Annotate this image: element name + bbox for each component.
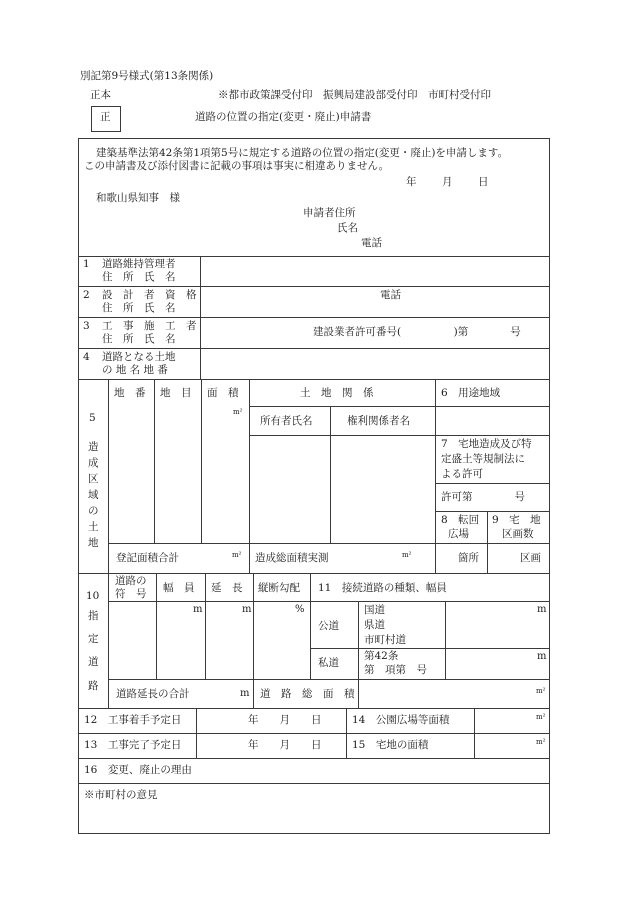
lots-unit: 区画 <box>520 552 541 564</box>
col-menseki: 面 積 <box>207 387 239 399</box>
declaration-line1: 建築基準法第42条第1項第5号に規定する道路の位置の指定(変更・廃止)を申請します。 <box>96 147 509 159</box>
row3-num: 3 <box>83 320 90 332</box>
public-type-2: 県道 <box>364 619 385 631</box>
section5-num: 5 <box>89 412 96 424</box>
public-type-3: 市町村道 <box>364 634 406 646</box>
row1-line2: 住 所 氏 名 <box>102 271 176 283</box>
length-header: 延 長 <box>211 582 243 594</box>
section10-label-3: 道 <box>88 656 99 668</box>
road-no-line2: 符 号 <box>115 588 147 600</box>
total-area-unit: m² <box>536 687 546 695</box>
surveyed-total-unit: m² <box>402 551 412 559</box>
area-unit: m² <box>233 408 243 416</box>
row12-date: 年 月 日 <box>248 714 322 726</box>
declaration-line2: この申請書及び添付図書に記載の事項は事実に相違ありません。 <box>84 160 390 172</box>
row3-license: 建設業者許可番号( )第 号 <box>313 326 521 338</box>
gradient-unit: % <box>295 604 305 615</box>
private-road-label: 私道 <box>318 657 339 669</box>
date-year: 年 <box>406 176 417 188</box>
public-type-1: 国道 <box>364 604 385 616</box>
private-width-unit: m <box>537 651 547 662</box>
width-header: 幅 員 <box>163 582 195 594</box>
total-length-label: 道路延長の合計 <box>116 688 190 700</box>
gradient-header: 縦断勾配 <box>258 582 300 594</box>
zoning-label: 6 用途地域 <box>441 387 501 399</box>
date-month: 月 <box>442 176 453 188</box>
municipal-opinion-label: ※市町村の意見 <box>84 789 158 801</box>
surveyed-total: 造成総面積実測 <box>255 552 329 564</box>
length-unit: m <box>242 604 252 615</box>
applicant-address-label: 申請者住所 <box>303 207 356 219</box>
row2-line2: 住 所 氏 名 <box>102 302 176 314</box>
public-width-unit: m <box>537 604 547 615</box>
row1-num: 1 <box>83 258 90 270</box>
total-length-unit: m <box>240 688 250 699</box>
total-area-label: 道 路 総 面 積 <box>260 688 355 700</box>
date-day: 日 <box>478 176 489 188</box>
row3-line2: 住 所 氏 名 <box>102 333 176 345</box>
section5-label-1: 造 <box>88 441 99 453</box>
applicant-phone-label: 電話 <box>361 237 382 249</box>
row4-num: 4 <box>83 351 90 363</box>
col-tochi-kankei: 土 地 関 係 <box>300 387 374 399</box>
row14-unit: m² <box>536 713 546 721</box>
owner-label: 所有者氏名 <box>260 415 313 427</box>
applicant-name-label: 氏名 <box>337 222 358 234</box>
row15-unit: m² <box>536 738 546 746</box>
permit-line2: 定盛土等規制法に <box>441 453 525 465</box>
public-road-label: 公道 <box>318 620 339 632</box>
registered-total: 登記面積合計 <box>116 552 179 564</box>
private-type-1: 第42条 <box>364 650 399 662</box>
addressee: 和歌山県知事 様 <box>96 192 180 204</box>
section10-num: 10 <box>86 590 100 602</box>
row14-label: 14 公園広場等面積 <box>352 714 450 726</box>
section5-label-4: 域 <box>88 489 99 501</box>
row1-line1: 道路維持管理者 <box>102 258 176 270</box>
section5-label-3: 区 <box>88 473 99 485</box>
private-type-2: 第 項第 号 <box>364 664 427 676</box>
row13-label: 13 工事完了予定日 <box>84 739 182 751</box>
road-no-line1: 道路の <box>115 575 147 587</box>
section10-label-1: 指 <box>88 610 99 622</box>
col-chiban: 地 番 <box>114 387 146 399</box>
row13-date: 年 月 日 <box>248 739 322 751</box>
row2-phone: 電話 <box>380 289 401 301</box>
copy-label: 正本 <box>90 89 111 101</box>
registered-total-unit: m² <box>232 551 242 559</box>
form-title: 道路の位置の指定(変更・廃止)申請書 <box>195 111 372 123</box>
section10-label-2: 定 <box>88 633 99 645</box>
turnaround-line2: 広場 <box>448 528 469 540</box>
permit-no: 許可第 号 <box>441 491 525 503</box>
row2-line1: 設 計 者 資 格 <box>102 289 197 301</box>
permit-line1: 7 宅地造成及び特 <box>441 438 532 450</box>
form-id: 別記第9号様式(第13条関係) <box>80 70 214 82</box>
section5-label-7: 地 <box>88 537 99 549</box>
section10-label-4: 路 <box>88 680 99 692</box>
rights-holder-label: 権利関係者名 <box>347 415 410 427</box>
row4-line2: の 地 名 地 番 <box>102 364 168 376</box>
places-unit: 箇所 <box>458 552 479 564</box>
width-unit: m <box>193 604 203 615</box>
section5-label-6: 土 <box>88 521 99 533</box>
lots-line2: 区画数 <box>502 528 534 540</box>
lots-line1: 9 宅 地 <box>492 514 541 526</box>
turnaround-line1: 8 転回 <box>441 514 480 526</box>
seal-char: 正 <box>100 111 111 123</box>
row15-label: 15 宅地の面積 <box>352 739 429 751</box>
receipt-stamps: ※都市政策課受付印 振興局建設部受付印 市町村受付印 <box>218 89 491 101</box>
row4-line1: 道路となる土地 <box>102 351 176 363</box>
row2-num: 2 <box>83 289 90 301</box>
row3-line1: 工 事 施 工 者 <box>102 320 197 332</box>
connecting-header: 11 接続道路の種類、幅員 <box>318 582 447 594</box>
section5-label-5: の <box>88 505 99 517</box>
section5-label-2: 成 <box>88 457 99 469</box>
row16-label: 16 変更、廃止の理由 <box>84 764 192 776</box>
row12-label: 12 工事着手予定日 <box>84 714 182 726</box>
col-chimoku: 地 目 <box>160 387 192 399</box>
permit-line3: よる許可 <box>441 468 483 480</box>
